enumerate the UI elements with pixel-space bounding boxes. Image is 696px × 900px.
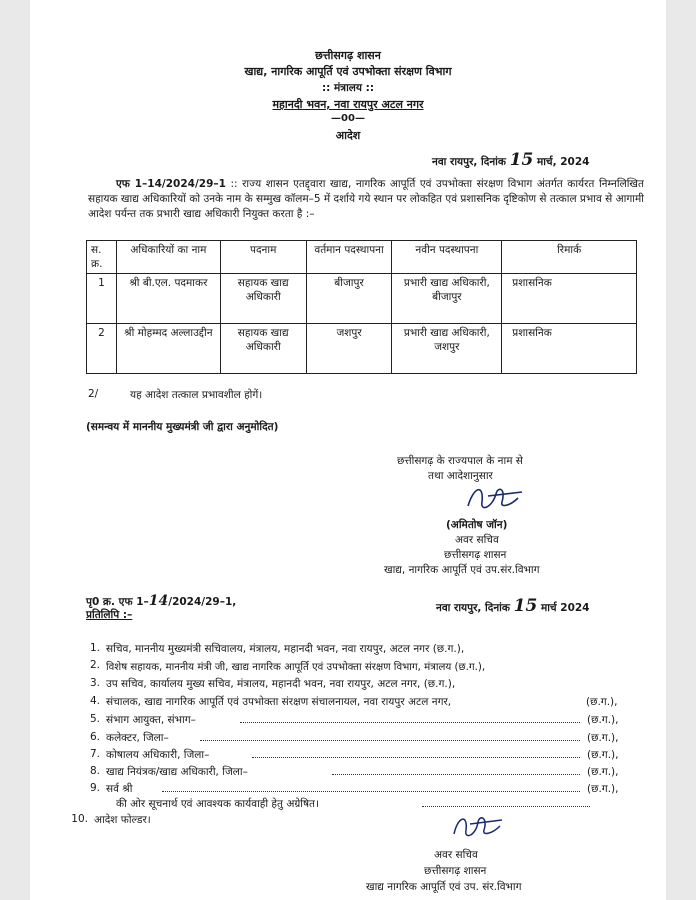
table-cell: बीजापुर [306, 274, 392, 324]
table-header-row [87, 241, 637, 274]
endorsement-date: नवा रायपुर, दिनांक 15 मार्च 2024 [436, 596, 590, 616]
by-order-line: तथा आदेशानुसार [428, 470, 493, 482]
governor-line: छत्तीसगढ़ के राज्यपाल के नाम से [397, 455, 523, 467]
signature-2 [448, 808, 508, 844]
table-cell: सहायक खाद्य अधिकारी [220, 274, 306, 324]
endorsement-number: पृ0 क्र. एफ 1–14/2024/29–1, [86, 593, 237, 609]
col-header: वर्तमान पदस्थापना [306, 241, 392, 274]
table-cell: श्री बी.एल. पदमाकर [116, 274, 220, 324]
signatory-department: खाद्य, नागरिक आपूर्ति एवं उप.संर.विभाग [384, 564, 540, 576]
table-cell: श्री मोहम्मद अल्लाउद्दीन [116, 324, 220, 374]
col-header: अधिकारियों का नाम [116, 241, 220, 274]
order-text: :: राज्य शासन एतद्द्वारा खाद्य, नागरिक आपूर्ति एवं उपभोक्ता संरक्षण विभाग अंतर्गत कार्यरत निम्नलिखित सहायक खाद्य अधिकारियों को उनके नाम के सम्मुख कॉलम–5 में दर्शाये गये स्थान पर लोकहित एवं प्रशासनिक दृष्टिकोण से तत्काल प्रभाव से आगामी आदेश पर्यन्त तक प्रभारी खाद्य अधिकारी नियुक्त करता है :– [88, 178, 644, 220]
signature-1 [462, 478, 532, 518]
table-cell: प्रशासनिक [502, 324, 637, 374]
order-title: आदेश [335, 129, 361, 142]
table-cell: प्रशासनिक [502, 274, 637, 324]
col-header: पदनाम [220, 241, 306, 274]
file-number: एफ 1–14/2024/29–1 [116, 178, 226, 190]
copy-label: प्रतिलिपि :– [86, 609, 133, 621]
handwritten-day: 15 [513, 596, 538, 616]
handwritten-day: 15 [509, 150, 534, 170]
header-ministry: :: मंत्रालय :: [321, 82, 375, 94]
col-header: रिमार्क [502, 241, 637, 274]
approval-note: (समन्वय में माननीय मुख्यमंत्री जी द्वारा अनुमोदित) [86, 421, 279, 433]
posting-table [86, 240, 637, 374]
header-building: महानदी भवन, नवा रायपुर अटल नगर [272, 98, 424, 111]
table-cell: प्रभारी खाद्य अधिकारी, जशपुर [392, 324, 502, 374]
table-cell: प्रभारी खाद्य अधिकारी, बीजापुर [392, 274, 502, 324]
signatory-2-department: खाद्य नागरिक आपूर्ति एवं उप. संर.विभाग [366, 881, 522, 893]
table-row [87, 274, 637, 324]
col-header: नवीन पदस्थापना [392, 241, 502, 274]
header-department: खाद्य, नागरिक आपूर्ति एवं उपभोक्ता संरक्षण विभाग [244, 65, 452, 78]
table-cell: 1 [87, 274, 117, 324]
order-paragraph [88, 177, 644, 222]
signatory-2-designation: अवर सचिव [434, 849, 478, 861]
signatory-government: छत्तीसगढ़ शासन [444, 549, 507, 561]
signatory-name: (अमितोष जॉन) [446, 519, 508, 531]
header-government: छत्तीसगढ़ शासन [315, 49, 381, 62]
signatory-designation: अवर सचिव [455, 534, 499, 546]
clause-2-text: यह आदेश तत्काल प्रभावशील होगें। [130, 389, 263, 401]
table-cell: 2 [87, 324, 117, 374]
clause-2-number: 2/ [88, 388, 99, 400]
table-row [87, 324, 637, 374]
signatory-2-government: छत्तीसगढ़ शासन [424, 865, 487, 877]
header-separator: —00— [331, 113, 365, 124]
col-header: स. क्र. [87, 241, 117, 274]
table-cell: जशपुर [306, 324, 392, 374]
handwritten-number: 14 [148, 593, 169, 609]
table-cell: सहायक खाद्य अधिकारी [220, 324, 306, 374]
document-page: छत्तीसगढ़ शासन खाद्य, नागरिक आपूर्ति एवं उपभोक्ता संरक्षण विभाग :: मंत्रालय :: महानदी भवन, नवा रायपुर अटल नगर —00— आदेश नवा रायपुर, दिनांक 15 मार्च, 2024 एफ 1–14/2024/29–1 :: राज्य शासन एतद्द्वारा खाद्य, नागरिक आपूर्ति एवं उपभोक्ता संरक्षण विभाग अंतर्गत कार्यरत निम्नलिखित सहायक खाद्य अधिकारियों को उनके नाम के सम्मुख कॉलम–5 में दर्शाये गये स्थान पर लोकहित एवं प्रशासनिक दृष्टिकोण से तत्काल प्रभाव से आगामी आदेश पर्यन्त तक प्रभारी खाद्य अधिकारी नियुक्त करता है :– स. क्र. अधिकारियों का नाम पदनाम वर्तमान पदस्थापना नवीन पदस्थापना रिमार्क 1 श्री बी.एल. पदमाकर सहायक खाद्य अधिकारी बीजापुर प्रभारी खाद्य अधिकारी, बीजापुर प्रशासनिक 2 श्री मोहम्मद अल्लाउद्दीन सहायक खाद्य अधिकारी जशपुर प्रभारी खाद्य अधिकारी, जशपुर प्रशासनिक 2/ यह आदेश तत्काल प्रभावशील होगें। (समन्वय में माननीय मुख्यमंत्री जी द्वारा अनुमोदित) छत्तीसगढ़ के राज्यपाल के नाम से तथा आदेशानुसार (अमितोष जॉन) अवर सचिव छत्तीसगढ़ शासन खाद्य, नागरिक आपूर्ति एवं उप.संर.विभाग पृ0 क्र. एफ 1–14/2024/29–1, प्रतिलिपि :– नवा रायपुर, दिनांक 15 मार्च 2024 1. सचिव, माननीय मुख्यमंत्री सचिवालय, मंत्रालय, महानदी भवन, नवा रायपुर, अटल नगर (छ.ग.), 2. विशेष सहायक, माननीय मंत्री जी, खाद्य नागरिक आपूर्ति एवं उपभोक्ता संरक्षण विभाग, मंत्रालय (छ.ग.), 3. उप सचिव, कार्यालय मुख्य सचिव, मंत्रालय, महानदी भवन, नवा रायपुर, अटल नगर, (छ.ग.), 4. संचालक, खाद्य नागरिक आपूर्ति एवं उपभोक्ता संरक्षण संचालनायल, नवा रायपुर अटल नगर, (छ.ग.), 5. संभाग आयुक्त, संभाग– (छ.ग.), 6. कलेक्टर, जिला– (छ.ग.), 7. कोषालय अधिकारी, जिला– (छ.ग.), 8. खाद्य नियंत्रक/खाद्य अधिकारी, जिला– (छ.ग.), 9. सर्व श्री (छ.ग.), की ओर सूचनार्थ एवं आवश्यक कार्यवाही हेतु अग्रेषित। 10. आदेश फोल्डर। अवर सचिव छत्तीसगढ़ शासन खाद्य नागरिक आपूर्ति एवं उप. संर.विभाग [30, 0, 666, 900]
order-date: नवा रायपुर, दिनांक 15 मार्च, 2024 [432, 150, 590, 170]
